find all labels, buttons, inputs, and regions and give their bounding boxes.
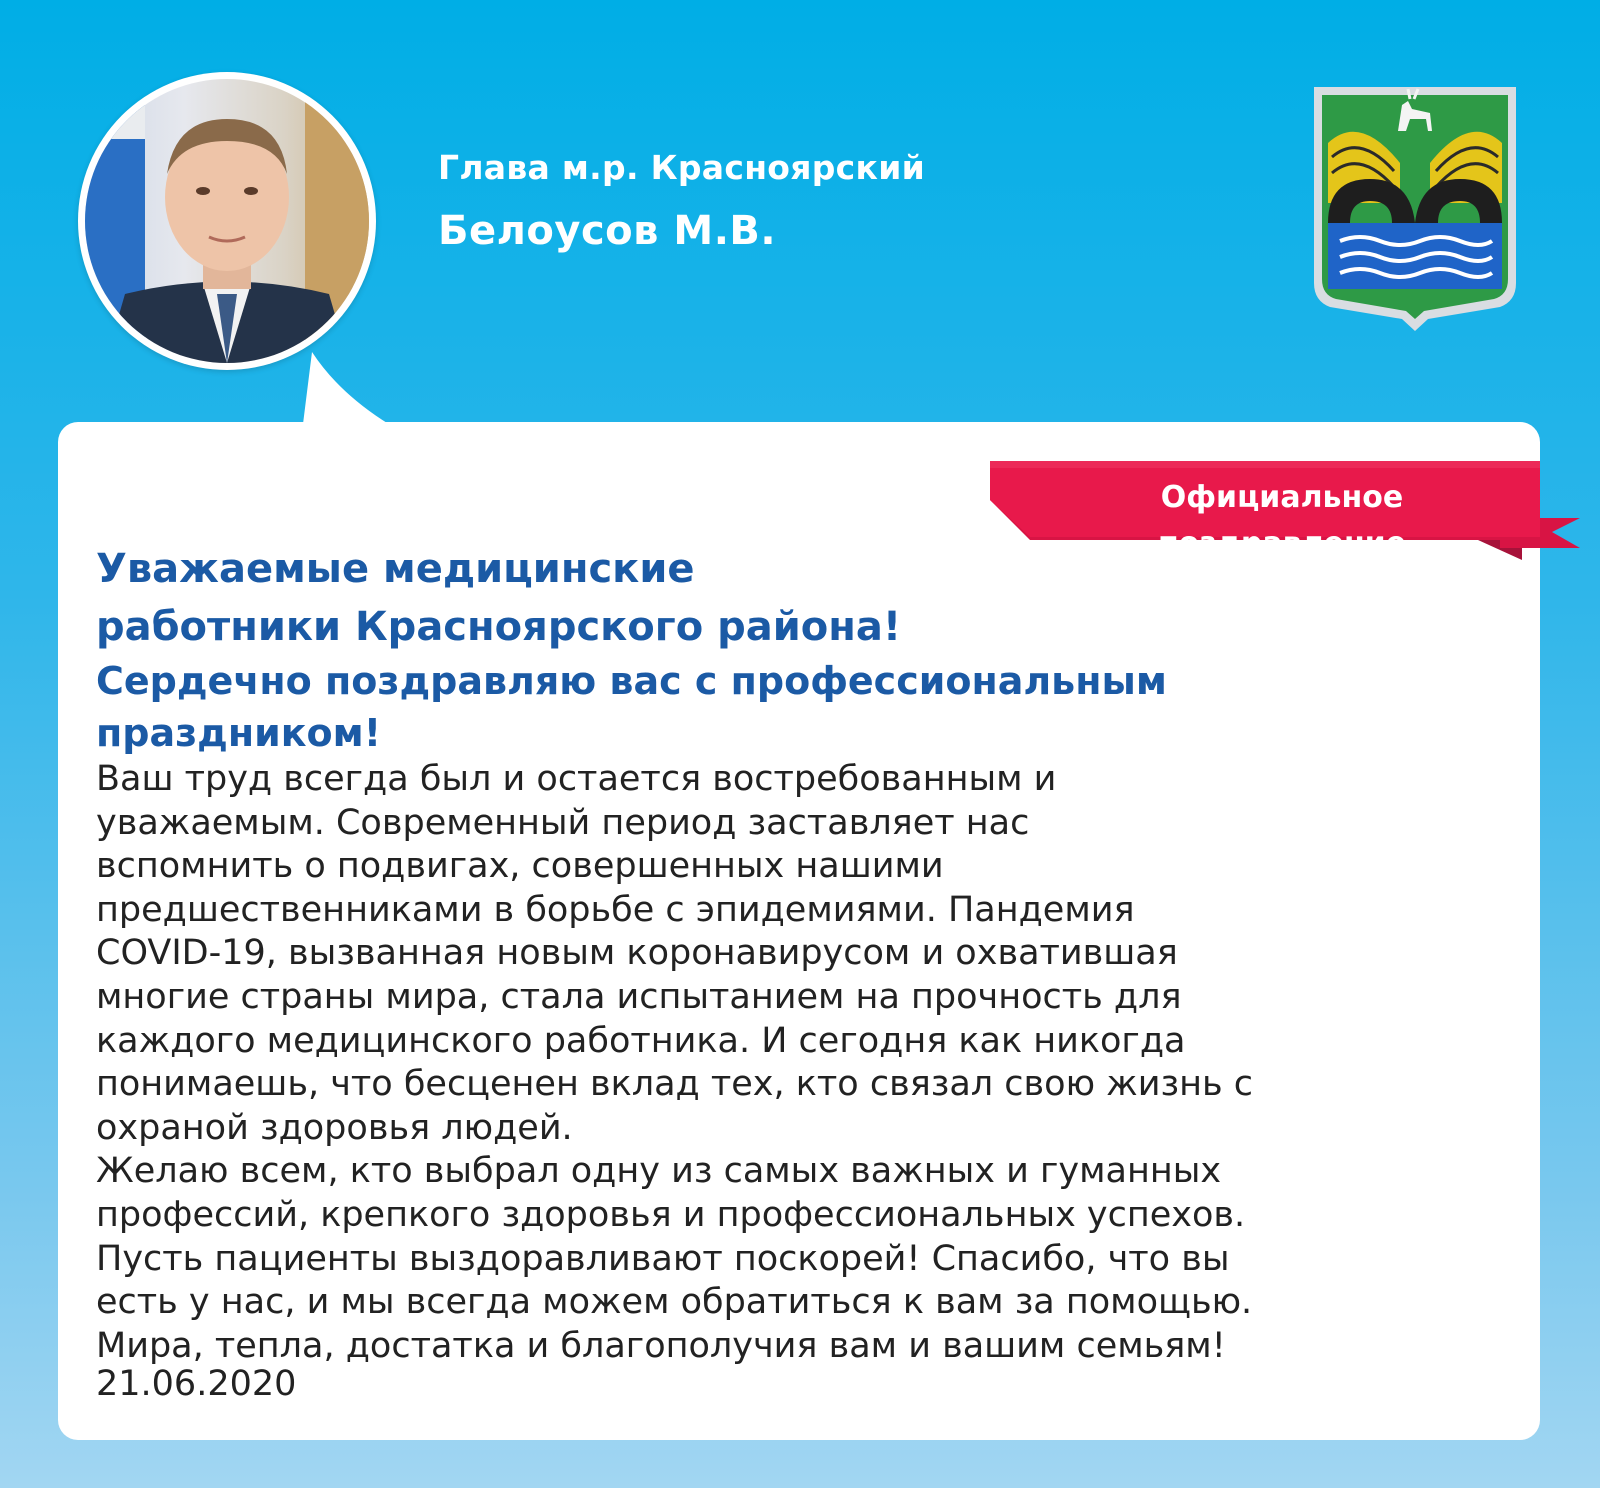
body-line: Ваш труд всегда был и остается востребованным и (96, 759, 1057, 799)
greeting-line-3: Сердечно поздравляю вас с профессиональным (96, 659, 1167, 703)
greeting-heading (96, 540, 901, 656)
author-name: Белоусов М.В. (438, 208, 777, 254)
body-line: Мира, тепла, достатка и благополучия вам и вашим семьям! (96, 1325, 1226, 1366)
position-title: Глава м.р. Красноярский (438, 148, 926, 187)
body-line: COVID-19, вызванная новым коронавирусом и охватившая (96, 933, 1178, 974)
body-line: предшественниками в борьбе с эпидемиями. Пандемия (96, 889, 1135, 930)
portrait-icon (85, 79, 369, 363)
body-line: есть у нас, и мы всегда можем обратиться к вам за помощью. (96, 1282, 1253, 1323)
greeting-line-2: работники Красноярского района! (96, 604, 902, 650)
greeting-line-1: Уважаемые медицинские (96, 546, 695, 592)
body-line: профессий, крепкого здоровья и профессиональных успехов. (96, 1194, 1246, 1235)
message-date: 21.06.2020 (96, 1364, 297, 1404)
body-line: вспомнить о подвигах, совершенных нашими (96, 846, 944, 887)
body-line: охраной здоровья людей. (96, 1107, 573, 1148)
greeting-line-4: праздником! (96, 711, 382, 755)
body-line: каждого медицинского работника. И сегодня как никогда (96, 1020, 1186, 1061)
body-line: понимаешь, что бесценен вклад тех, кто связал свою жизнь с (96, 1064, 1253, 1105)
message-body (96, 758, 1526, 1368)
speech-tail (302, 352, 402, 432)
congratulation-heading (96, 655, 1167, 759)
body-line: Желаю всем, кто выбрал одну из самых важных и гуманных (96, 1151, 1222, 1192)
avatar (78, 72, 376, 370)
ribbon-label: Официальное поздравление (1157, 480, 1407, 561)
body-line: уважаемым. Современный период заставляет нас (96, 802, 1030, 843)
coat-of-arms-icon (1310, 83, 1520, 333)
body-line: Пусть пациенты выздоравливают поскорей! Спасибо, что вы (96, 1238, 1230, 1279)
body-line: многие страны мира, стала испытанием на прочность для (96, 976, 1182, 1017)
portrait-photo (85, 79, 369, 363)
